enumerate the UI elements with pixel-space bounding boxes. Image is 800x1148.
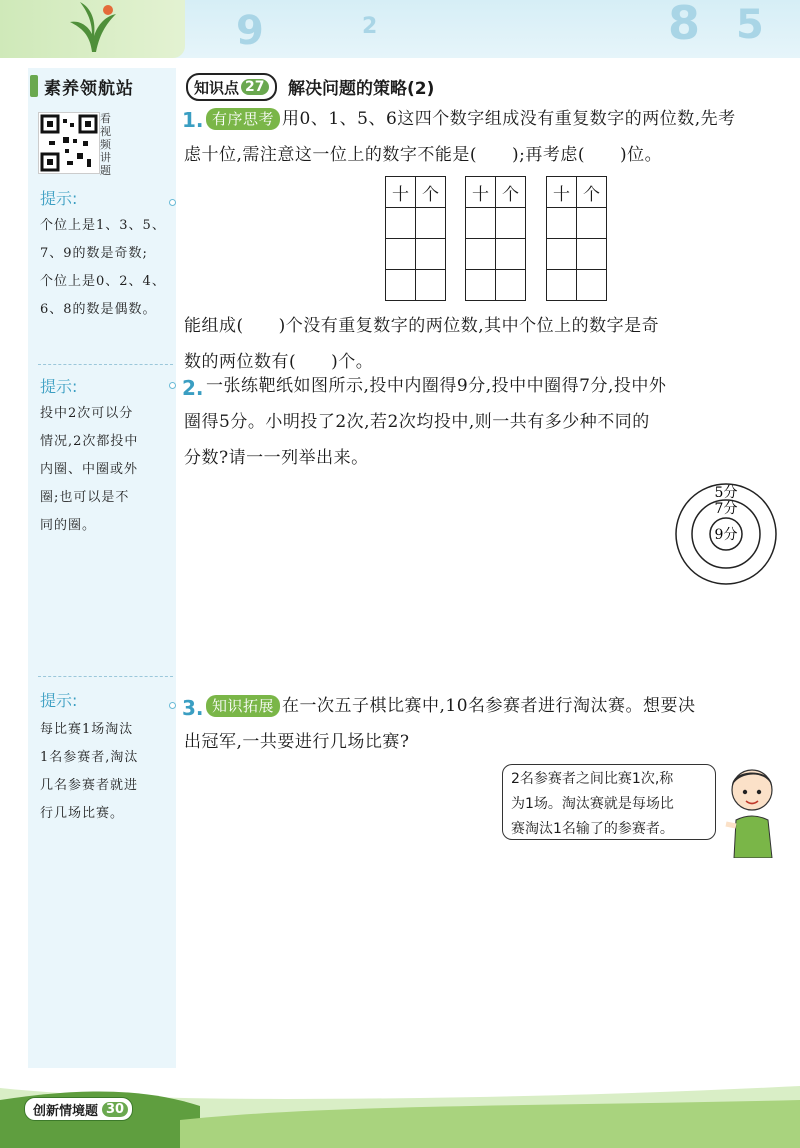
hint-line: 情况,2次都投中 [40,434,139,449]
grid-cell[interactable] [577,239,607,270]
hint-line: 内圈、中圈或外 [40,462,139,477]
question-number: 3. [182,696,204,720]
question-line: 分数?请一一列举出来。 [184,448,369,468]
hint-title: 提示: [40,691,78,710]
hint-body-2 [40,400,168,540]
boy-illustration-icon [722,762,782,858]
grid-cell[interactable] [547,239,577,270]
qr-label: 看视频讲题 [100,112,111,177]
question-1-text [184,101,786,173]
hint-line: 1名参赛者,淘汰 [40,750,139,765]
header-decoration [0,0,185,58]
hint-body-3 [40,716,168,828]
hint-body-1 [40,212,168,324]
hint-title: 提示: [40,377,78,396]
grid-cell[interactable] [577,270,607,301]
qr-code-icon [39,113,99,173]
hint-line: 每比赛1场淘汰 [40,722,134,737]
hint-line: 个位上是1、3、5、 [40,218,166,233]
page-number: 30 [102,1102,128,1117]
sidebar-title: 素养领航站 [44,78,134,99]
topic-title: 解决问题的策略(2) [288,79,435,99]
topic-badge-label: 知识点 [194,78,240,97]
tag-label: 知识拓展 [206,695,280,717]
topic-number: 27 [241,79,268,95]
question-line-text: 用0、1、5、6这四个数字组成没有重复数字的两位数,先考 [282,109,736,129]
hint-dot [169,382,176,389]
digit-grid [385,176,446,301]
tag-label: 有序思考 [206,108,280,130]
grid-cell[interactable] [416,239,446,270]
divider [38,676,173,677]
sidebar-header [30,72,170,100]
speech-bubble [502,764,716,840]
grid-cell[interactable] [386,270,416,301]
grid-cell[interactable] [386,239,416,270]
hint-line: 个位上是0、2、4、 [40,274,166,289]
deco-digit: 2 [362,14,378,39]
grid-header-ones: 个 [577,177,607,208]
flag-icon [30,75,38,97]
hint-line: 7、9的数是奇数; [40,246,148,261]
qr-code[interactable] [38,112,100,174]
hint-line: 投中2次可以分 [40,406,134,421]
bubble-line: 2名参赛者之间比赛1次,称 [511,771,674,787]
question-number: 1. [182,108,204,132]
digit-grid [465,176,526,301]
hint-line: 圈;也可以是不 [40,490,130,505]
bubble-line: 赛淘汰1名输了的参赛者。 [511,821,674,837]
question-line: 虑十位,需注意这一位上的数字不能是( );再考虑( )位。 [184,145,663,165]
grid-cell[interactable] [416,208,446,239]
grid-cell[interactable] [496,270,526,301]
topic-badge [186,73,277,101]
divider [38,364,173,365]
grid-cell[interactable] [496,239,526,270]
bubble-line: 为1场。淘汰赛就是每场比 [511,796,674,812]
grid-header-ones: 个 [496,177,526,208]
plant-icon [62,0,122,52]
inner-ring-label: 9分 [714,527,738,543]
hint-line: 同的圈。 [40,518,97,533]
middle-ring-label: 7分 [714,501,738,517]
grid-cell[interactable] [577,208,607,239]
question-line-text: 在一次五子棋比赛中,10名参赛者进行淘汰赛。想要决 [282,696,696,716]
grid-header-tens: 十 [547,177,577,208]
digit-grid [546,176,607,301]
grid-cell[interactable] [496,208,526,239]
grid-cell[interactable] [416,270,446,301]
deco-digit: 5 [736,2,764,48]
grid-header-tens: 十 [386,177,416,208]
question-3-text [184,688,786,760]
grid-cell[interactable] [547,270,577,301]
grid-cell[interactable] [466,208,496,239]
hint-line: 几名参赛者就进 [40,778,139,793]
hint-title: 提示: [40,189,78,208]
outer-ring-label: 5分 [714,485,738,501]
footer-label-text: 创新情境题 [33,1103,99,1119]
grid-cell[interactable] [547,208,577,239]
question-line: 圈得5分。小明投了2次,若2次均投中,则一共有多少种不同的 [184,412,650,432]
question-line: 能组成( )个没有重复数字的两位数,其中个位上的数字是奇 [184,316,660,336]
footer-label [24,1097,133,1121]
grid-header-ones: 个 [416,177,446,208]
grid-cell[interactable] [466,270,496,301]
deco-digit: 9 [236,8,264,54]
grid-header-tens: 十 [466,177,496,208]
question-2-text [184,368,786,476]
deco-digit: 8 [668,0,701,50]
hint-line: 行几场比赛。 [40,806,125,821]
target-diagram [670,478,790,588]
hint-line: 6、8的数是偶数。 [40,302,157,317]
hint-dot [169,702,176,709]
grid-cell[interactable] [466,239,496,270]
question-number: 2. [182,376,204,400]
question-line: 出冠军,一共要进行几场比赛? [184,732,410,752]
question-line: 数的两位数有( )个。 [184,352,374,372]
grid-cell[interactable] [386,208,416,239]
question-line [206,101,786,137]
question-line [206,688,786,724]
question-line: 一张练靶纸如图所示,投中内圈得9分,投中中圈得7分,投中外 [206,376,667,396]
hint-dot [169,199,176,206]
